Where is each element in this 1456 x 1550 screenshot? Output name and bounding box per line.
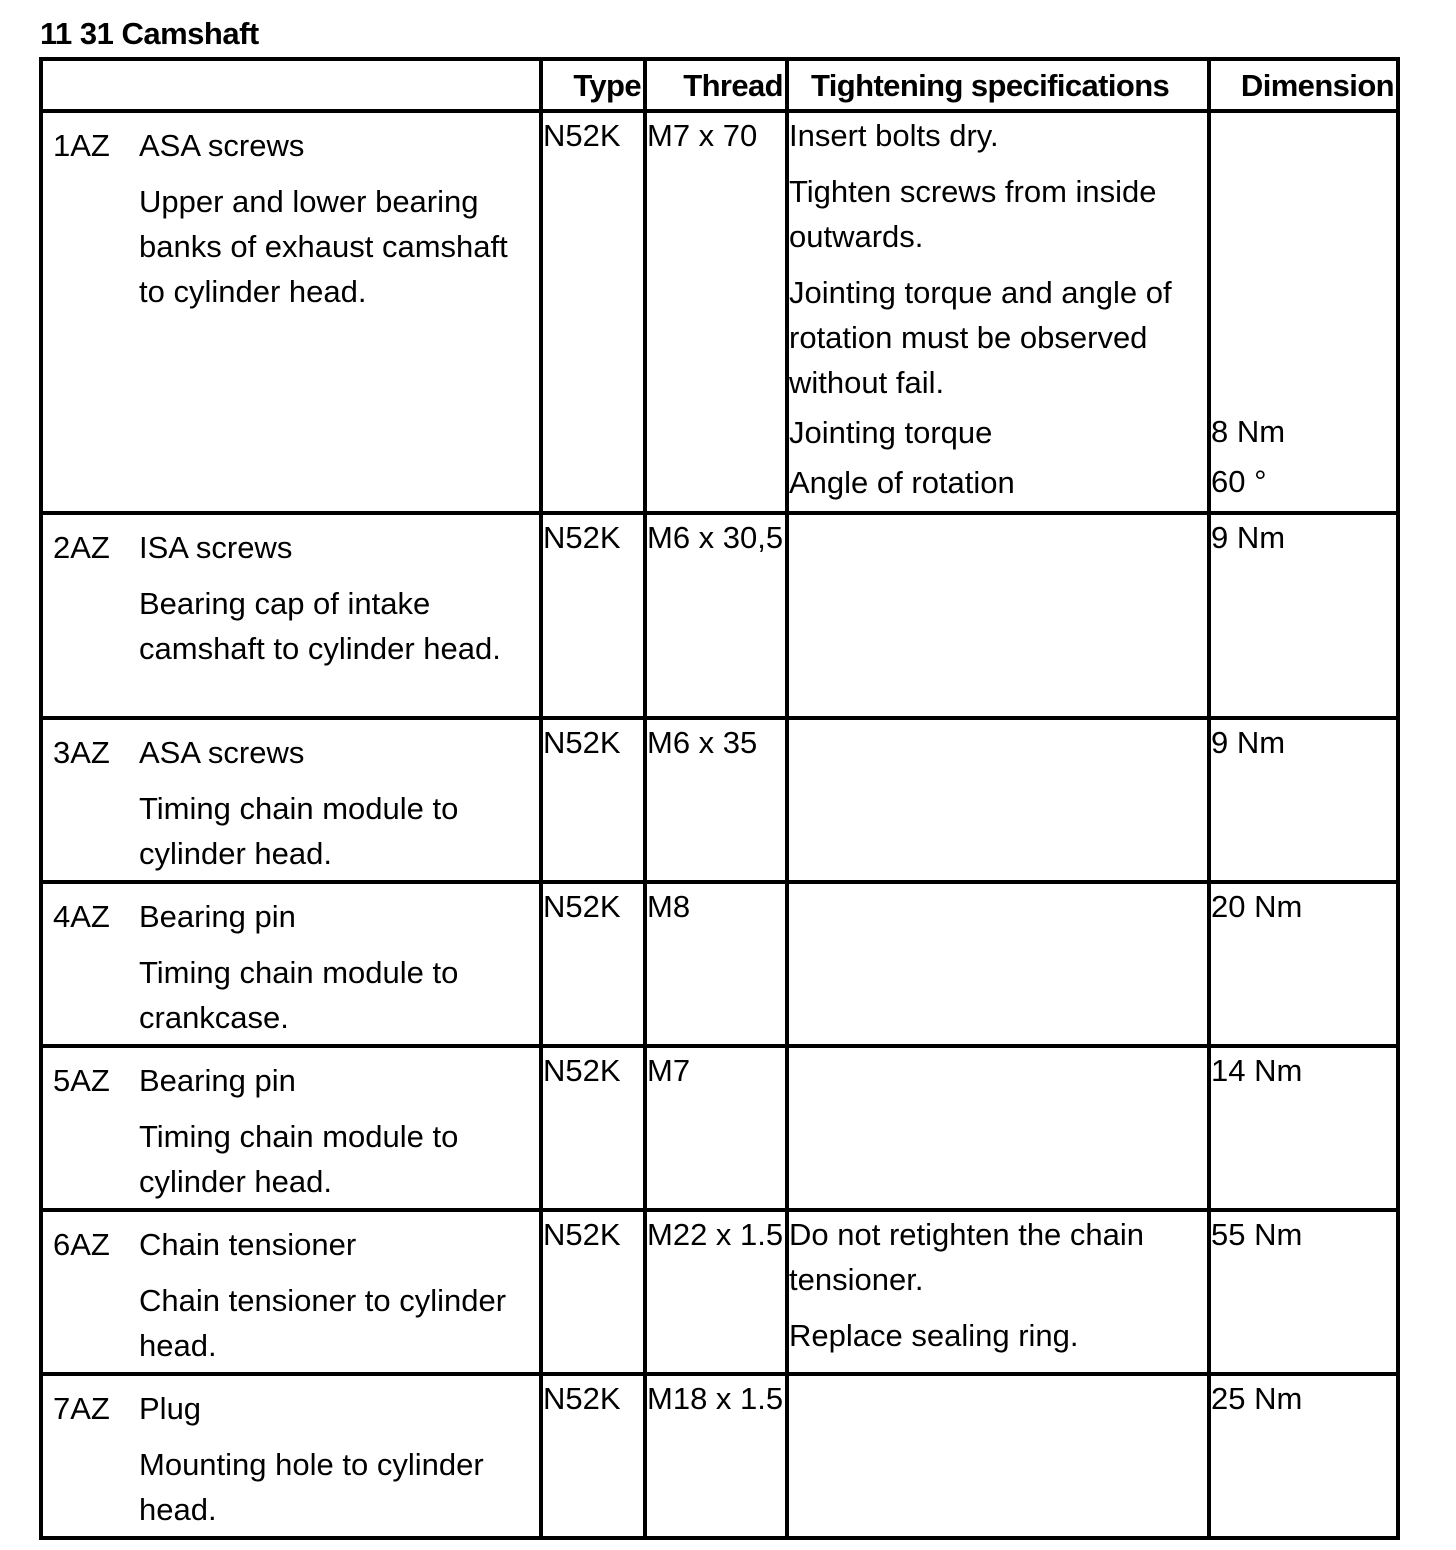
angle-of-rotation-label: Angle of rotation	[789, 465, 1015, 500]
item-description: Upper and lower bearing banks of exhaust camshaft to cylinder head.	[139, 184, 508, 309]
tightening-cell	[787, 111, 1209, 513]
item-description: Chain tensioner to cylinder head.	[139, 1283, 507, 1363]
table-row	[41, 1046, 1398, 1210]
spec-line: Insert bolts dry.	[789, 118, 999, 153]
thread-cell: M7 x 70	[645, 111, 787, 513]
item-name: Bearing pin	[139, 899, 296, 934]
type-cell: N52K	[541, 1374, 645, 1538]
table-row	[41, 111, 1398, 513]
spec-line: Tighten screws from inside outwards.	[789, 174, 1157, 254]
item-description: Timing chain module to cylinder head.	[139, 791, 459, 871]
torque-spec-table	[39, 57, 1400, 1540]
tightening-cell	[787, 882, 1209, 1046]
item-cell	[41, 718, 541, 882]
dimension-cell: 9 Nm	[1209, 513, 1398, 718]
item-id: 1AZ	[53, 128, 110, 163]
item-name: Chain tensioner	[139, 1227, 357, 1262]
item-description: Bearing cap of intake camshaft to cylinder head.	[139, 586, 501, 666]
item-name: ISA screws	[139, 530, 293, 565]
item-name: Plug	[139, 1391, 202, 1426]
spec-line: Replace sealing ring.	[789, 1318, 1079, 1353]
item-cell	[41, 1046, 541, 1210]
item-id: 5AZ	[53, 1063, 110, 1098]
type-cell: N52K	[541, 882, 645, 1046]
item-id: 7AZ	[53, 1391, 110, 1426]
table-row	[41, 513, 1398, 718]
jointing-torque-value: 8 Nm	[1211, 414, 1286, 449]
type-cell: N52K	[541, 718, 645, 882]
item-name: Bearing pin	[139, 1063, 296, 1098]
header-tightening-specifications: Tightening specifications	[787, 59, 1209, 111]
item-description: Mounting hole to cylinder head.	[139, 1447, 484, 1527]
tightening-cell	[787, 1210, 1209, 1374]
type-cell: N52K	[541, 1210, 645, 1374]
item-id: 6AZ	[53, 1227, 110, 1262]
item-cell	[41, 111, 541, 513]
item-id: 4AZ	[53, 899, 110, 934]
tightening-cell	[787, 1046, 1209, 1210]
item-name: ASA screws	[139, 735, 305, 770]
item-name: ASA screws	[139, 128, 305, 163]
type-cell: N52K	[541, 111, 645, 513]
thread-cell: M22 x 1.5	[645, 1210, 787, 1374]
item-description: Timing chain module to crankcase.	[139, 955, 459, 1035]
table-header-row	[41, 59, 1398, 111]
spec-line: Jointing torque and angle of rotation must be observed without fail.	[789, 275, 1172, 400]
thread-cell: M6 x 35	[645, 718, 787, 882]
header-type: Type	[541, 59, 645, 111]
header-dimension: Dimension	[1209, 59, 1398, 111]
item-cell	[41, 1210, 541, 1374]
table-row	[41, 1210, 1398, 1374]
item-cell	[41, 882, 541, 1046]
angle-of-rotation-value: 60 °	[1211, 464, 1267, 499]
thread-cell: M6 x 30,5	[645, 513, 787, 718]
dimension-cell: 14 Nm	[1209, 1046, 1398, 1210]
tightening-cell	[787, 513, 1209, 718]
type-cell: N52K	[541, 513, 645, 718]
spec-line: Do not retighten the chain tensioner.	[789, 1217, 1145, 1297]
tightening-cell	[787, 1374, 1209, 1538]
item-id: 2AZ	[53, 530, 110, 565]
type-cell: N52K	[541, 1046, 645, 1210]
dimension-cell: 55 Nm	[1209, 1210, 1398, 1374]
table-row	[41, 718, 1398, 882]
item-id: 3AZ	[53, 735, 110, 770]
jointing-torque-label: Jointing torque	[789, 415, 993, 450]
dimension-cell: 9 Nm	[1209, 718, 1398, 882]
table-row	[41, 882, 1398, 1046]
table-row	[41, 1374, 1398, 1538]
thread-cell: M18 x 1.5	[645, 1374, 787, 1538]
dimension-cell: 25 Nm	[1209, 1374, 1398, 1538]
dimension-cell: 20 Nm	[1209, 882, 1398, 1046]
tightening-cell	[787, 718, 1209, 882]
page-title: 11 31 Camshaft	[40, 16, 259, 51]
thread-cell: M7	[645, 1046, 787, 1210]
item-cell	[41, 513, 541, 718]
item-cell	[41, 1374, 541, 1538]
header-thread: Thread	[645, 59, 787, 111]
thread-cell: M8	[645, 882, 787, 1046]
dimension-cell	[1209, 111, 1398, 513]
header-description	[41, 59, 541, 111]
item-description: Timing chain module to cylinder head.	[139, 1119, 459, 1199]
